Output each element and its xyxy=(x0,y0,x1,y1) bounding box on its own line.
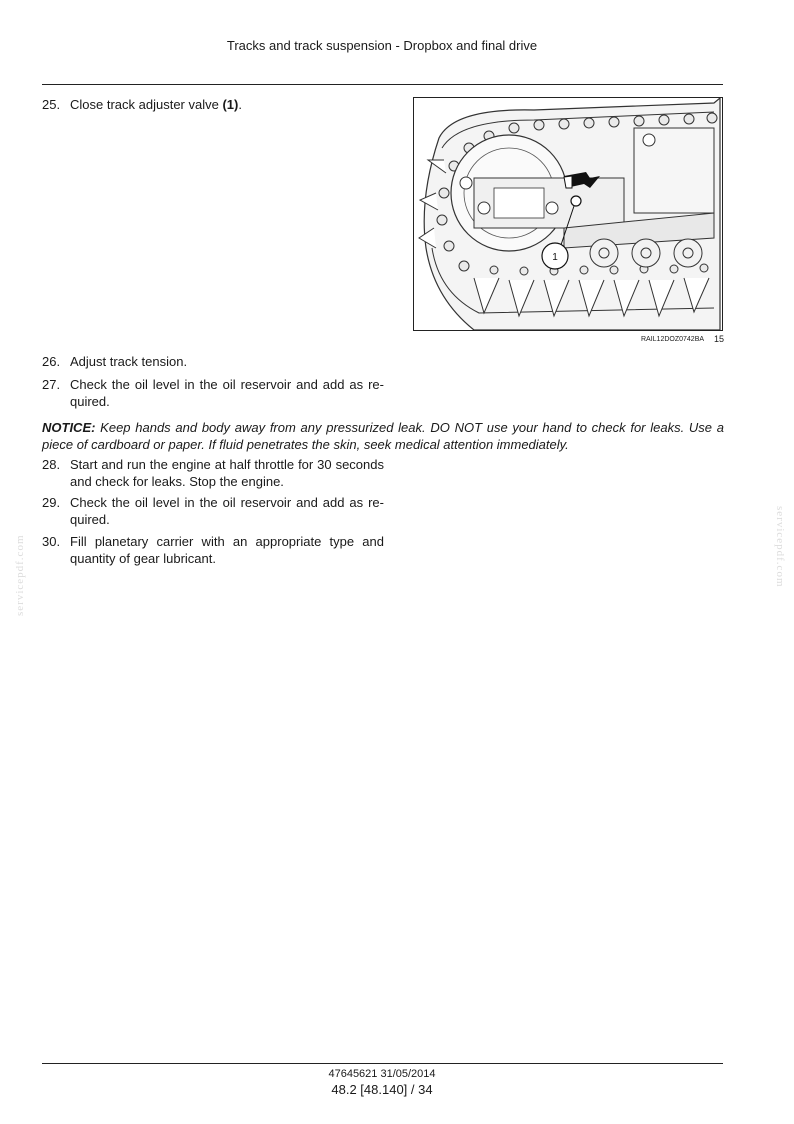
footer-page-number: 48.2 [48.140] / 34 xyxy=(331,1082,433,1097)
step-30 xyxy=(42,533,384,567)
callout-ref: (1) xyxy=(222,97,239,112)
header-rule xyxy=(42,84,723,85)
step-26 xyxy=(42,353,384,370)
figure-number: 15 xyxy=(714,334,725,344)
step-number: 27. xyxy=(42,377,61,392)
step-number: 30. xyxy=(42,534,61,549)
step-number: 25. xyxy=(42,97,61,112)
step-text: Check the oil level in the oil reservoir and add as re-quired. xyxy=(70,377,384,409)
notice-paragraph xyxy=(42,419,724,453)
track-illustration xyxy=(414,98,722,330)
step-number: 28. xyxy=(42,457,61,472)
step-text: Start and run the engine at half throttle for 30 seconds and check for leaks. Stop the engine. xyxy=(70,457,384,489)
step-25 xyxy=(42,96,384,113)
notice-text: Keep hands and body away from any pressurized leak. DO NOT use your hand to check for leaks. Use a piece of cardboard or paper. If fluid penetrates the skin, seek medical attention immediately. xyxy=(42,420,724,452)
step-number: 26. xyxy=(42,354,61,369)
track-adjuster-figure xyxy=(413,97,723,331)
step-27 xyxy=(42,376,384,410)
figure-code: RAIL12DOZ0742BA xyxy=(641,336,705,343)
step-text: Close track adjuster valve (1). xyxy=(70,97,242,112)
callout-label: 1 xyxy=(552,252,558,263)
footer-rule xyxy=(42,1063,723,1064)
step-text: Check the oil level in the oil reservoir and add as re-quired. xyxy=(70,495,384,527)
notice-label: NOTICE: xyxy=(42,420,96,435)
step-28 xyxy=(42,456,384,490)
step-number: 29. xyxy=(42,495,61,510)
step-text: Adjust track tension. xyxy=(70,354,188,369)
step-29 xyxy=(42,494,384,528)
watermark-left: servicepdf.com xyxy=(14,534,26,616)
watermark-right: servicepdf.com xyxy=(774,506,786,588)
footer-doc-id: 47645621 31/05/2014 xyxy=(328,1068,436,1080)
step-text: Fill planetary carrier with an appropriate type and quantity of gear lubricant. xyxy=(70,534,384,566)
page-header-title: Tracks and track suspension - Dropbox and final drive xyxy=(226,38,538,53)
